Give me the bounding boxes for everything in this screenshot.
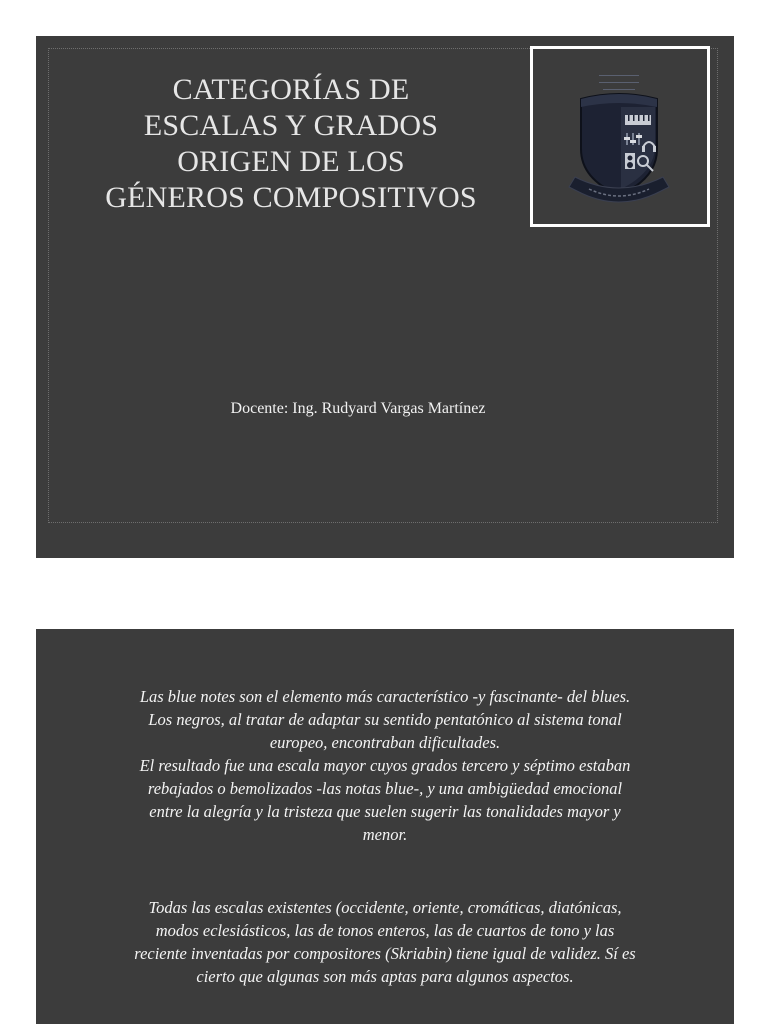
teacher-name: Docente: Ing. Rudyard Vargas Martínez <box>230 400 486 417</box>
title-line: ORIGEN DE LOS <box>177 145 405 178</box>
slide-title <box>66 72 516 216</box>
paragraph-line: entre la alegría y la tristeza que suelen sugerir las tonalidades mayor y <box>149 802 621 821</box>
paragraph-line: menor. <box>362 825 408 844</box>
title-line: GÉNEROS COMPOSITIVOS <box>105 181 477 214</box>
paragraph-line: rebajados o bemolizados -las notas blue-, y una ambigüedad emocional <box>147 779 623 798</box>
content-slide <box>36 629 734 1024</box>
paragraph-line: Todas las escalas existentes (occidente, oriente, cromáticas, diatónicas, <box>148 898 622 917</box>
paragraph-line: reciente inventadas por compositores (Skriabin) tiene igual de validez. Sí es <box>134 944 636 963</box>
paragraph-line: modos eclesiásticos, las de tonos enteros, las de cuartos de tono y las <box>155 921 615 940</box>
paragraph-line: europeo, encontraban dificultades. <box>269 733 501 752</box>
title-slide <box>36 36 734 558</box>
title-line: CATEGORÍAS DE <box>172 73 410 106</box>
paragraph-line: Las blue notes son el elemento más característico -y fascinante- del blues. <box>139 687 631 706</box>
paragraph-line: cierto que algunas son más aptas para algunos aspectos. <box>196 967 574 986</box>
scales-paragraph <box>66 896 704 988</box>
logo-frame <box>530 46 710 227</box>
paragraph-line: El resultado fue una escala mayor cuyos grados tercero y séptimo estaban <box>139 756 631 775</box>
blue-notes-paragraph <box>66 685 704 846</box>
title-line: ESCALAS Y GRADOS <box>143 109 439 142</box>
shield-crest-icon <box>533 49 707 224</box>
paragraph-line: Los negros, al tratar de adaptar su sentido pentatónico al sistema tonal <box>148 710 622 729</box>
